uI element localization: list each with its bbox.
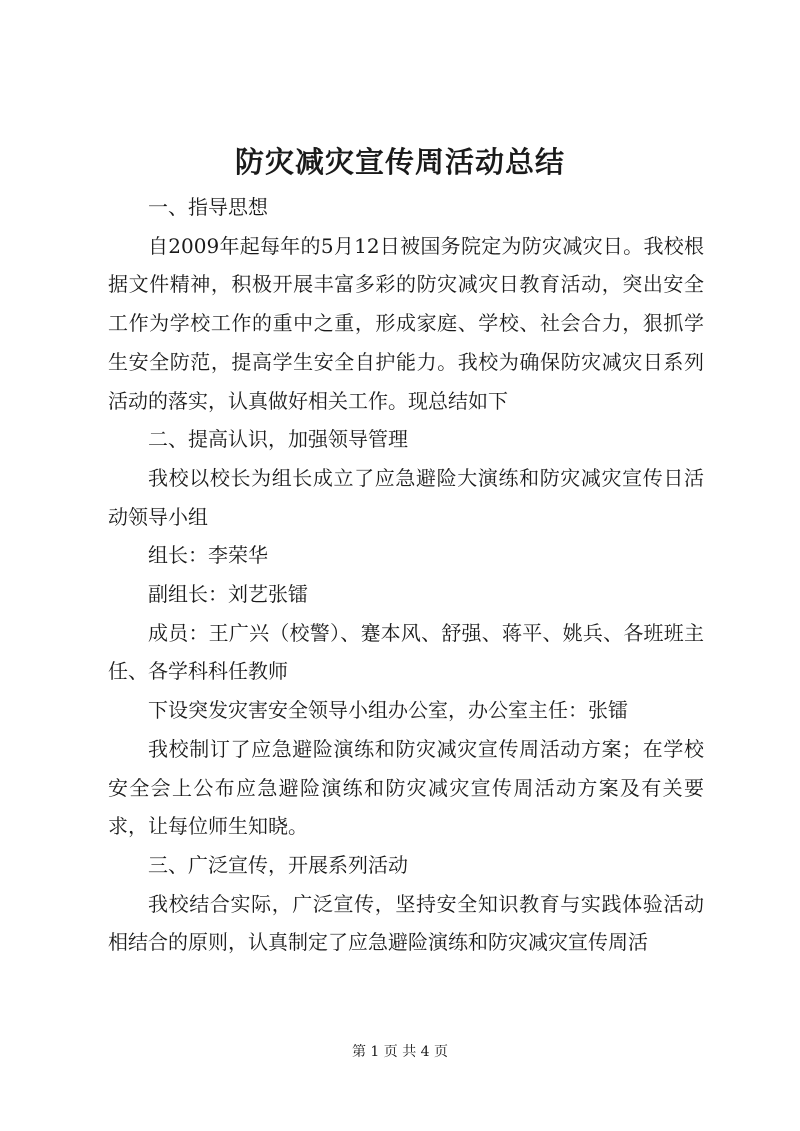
office-line: 下设突发灾害安全领导小组办公室，办公室主任：张镭 <box>148 698 628 723</box>
team-members-line: 成员：王广兴（校警）、蹇本风、舒强、蒋平、姚兵、各班班主任、各学科科任教师 <box>108 620 704 684</box>
section-heading-publicity: 三、广泛宣传，开展系列活动 <box>148 852 408 877</box>
document-body <box>108 188 704 962</box>
body-paragraph: 我校结合实际，广泛宣传，坚持安全知识教育与实践体验活动相结合的原则，认真制定了应急避险演练和防灾减灾宣传周活 <box>108 891 704 955</box>
body-paragraph: 我校以校长为组长成立了应急避险大演练和防灾减灾宣传日活动领导小组 <box>108 465 704 529</box>
page-footer: 第 1 页 共 4 页 <box>351 1044 449 1060</box>
section-heading-leadership: 二、提高认识，加强领导管理 <box>148 427 408 452</box>
body-paragraph: 自2009年起每年的5月12日被国务院定为防灾减灾日。我校根据文件精神，积极开展丰富多彩的防灾减灾日教育活动，突出安全工作为学校工作的重中之重，形成家庭、学校、社会合力，狠抓学生安全防范，提高学生安全自护能力。我校为确保防灾减灾日系列活动的落实，认真做好相关工作。现总结如下 <box>108 233 704 413</box>
team-leader-line: 组长：李荣华 <box>148 543 268 568</box>
deputy-leader-line: 副组长：刘艺张镭 <box>148 582 308 607</box>
section-heading-guiding-thought: 一、指导思想 <box>148 195 268 219</box>
body-paragraph: 我校制订了应急避险演练和防灾减灾宣传周活动方案；在学校安全会上公布应急避险演练和防灾减灾宣传周活动方案及有关要求，让每位师生知晓。 <box>108 736 704 839</box>
document-title: 防灾减灾宣传周活动总结 <box>234 145 565 179</box>
